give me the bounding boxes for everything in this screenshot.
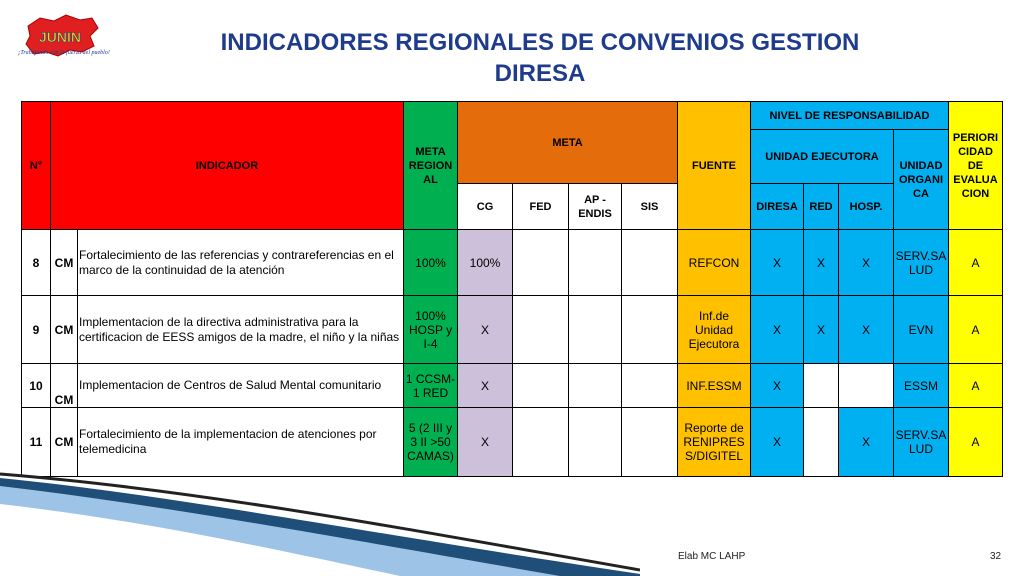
table-row	[22, 408, 1003, 477]
header-fuente: FUENTE	[678, 102, 751, 230]
header-unidad-ejecutora: UNIDAD EJECUTORA	[751, 130, 894, 184]
row-fuente: REFCON	[678, 230, 751, 296]
row-number: 9	[22, 296, 51, 364]
header-no: N°	[22, 102, 51, 230]
row-unidad-organica: SERV.SA LUD	[894, 408, 949, 477]
row-number: 11	[22, 408, 51, 477]
row-indicador: Implementacion de Centros de Salud Mental comunitario	[78, 364, 404, 408]
row-hosp: X	[839, 230, 894, 296]
row-cg: X	[458, 408, 513, 477]
row-sis	[622, 230, 678, 296]
header-red: RED	[804, 184, 839, 230]
row-type: CM	[51, 296, 78, 364]
indicators-table	[21, 101, 1003, 477]
header-periodicidad: PERIORI CIDAD DE EVALUA CION	[949, 102, 1003, 230]
row-fuente: INF.ESSM	[678, 364, 751, 408]
row-fuente: Inf.de Unidad Ejecutora	[678, 296, 751, 364]
row-diresa: X	[751, 408, 804, 477]
logo-tagline: ¡Trabajando con la fuerza del pueblo!	[18, 50, 110, 56]
table-row	[22, 364, 1003, 408]
header-meta: META	[458, 102, 678, 184]
row-unidad-organica: EVN	[894, 296, 949, 364]
row-meta-regional: 100% HOSP y I-4	[404, 296, 458, 364]
page-number: 32	[990, 551, 1002, 562]
row-red	[804, 364, 839, 408]
row-diresa: X	[751, 230, 804, 296]
row-cg: X	[458, 296, 513, 364]
row-fed	[513, 408, 569, 477]
row-number: 8	[22, 230, 51, 296]
header-indicador: INDICADOR	[51, 102, 404, 230]
row-type: CM	[51, 230, 78, 296]
header-hosp: HOSP.	[839, 184, 894, 230]
header-diresa: DIRESA	[751, 184, 804, 230]
row-periodicidad: A	[949, 230, 1003, 296]
title-line-1: INDICADORES REGIONALES DE CONVENIOS GESTION	[220, 29, 860, 56]
header-meta-regional: META REGION AL	[404, 102, 458, 230]
title-line-2: DIRESA	[494, 60, 586, 87]
row-sis	[622, 408, 678, 477]
row-periodicidad: A	[949, 296, 1003, 364]
header-cg: CG	[458, 184, 513, 230]
row-sis	[622, 364, 678, 408]
row-sis	[622, 296, 678, 364]
row-unidad-organica: SERV.SA LUD	[894, 230, 949, 296]
row-meta-regional: 1 CCSM-1 RED	[404, 364, 458, 408]
header-nivel-responsabilidad: NIVEL DE RESPONSABILIDAD	[751, 102, 949, 130]
header-sis: SIS	[622, 184, 678, 230]
row-ap-endis	[569, 296, 622, 364]
table-row	[22, 230, 1003, 296]
row-diresa: X	[751, 364, 804, 408]
row-fed	[513, 230, 569, 296]
row-hosp	[839, 364, 894, 408]
row-diresa: X	[751, 296, 804, 364]
row-indicador: Fortalecimiento de las referencias y contrareferencias en el marco de la continuidad de la atención	[78, 230, 404, 296]
row-fed	[513, 296, 569, 364]
header-fed: FED	[513, 184, 569, 230]
row-cg: 100%	[458, 230, 513, 296]
row-fuente: Reporte de RENIPRES S/DIGITEL	[678, 408, 751, 477]
footer-author: Elab MC LAHP	[678, 551, 746, 562]
header-ap-endis: AP - ENDIS	[569, 184, 622, 230]
row-ap-endis	[569, 364, 622, 408]
row-type: CM	[51, 408, 78, 477]
row-indicador: Fortalecimiento de la implementacion de atenciones por telemedicina	[78, 408, 404, 477]
row-indicador: Implementacion de la directiva administrativa para la certificacion de EESS amigos de la madre, el niño y la niñas	[78, 296, 404, 364]
row-red: X	[804, 230, 839, 296]
row-cg: X	[458, 364, 513, 408]
row-number: 10	[22, 364, 51, 408]
row-periodicidad: A	[949, 408, 1003, 477]
table-row	[22, 296, 1003, 364]
row-fed	[513, 364, 569, 408]
decorative-swoosh	[0, 470, 640, 576]
row-meta-regional: 100%	[404, 230, 458, 296]
logo-text: JUNIN	[38, 29, 82, 45]
row-periodicidad: A	[949, 364, 1003, 408]
row-ap-endis	[569, 408, 622, 477]
row-meta-regional: 5 (2 III y 3 II >50 CAMAS)	[404, 408, 458, 477]
row-ap-endis	[569, 230, 622, 296]
row-red: X	[804, 296, 839, 364]
row-hosp: X	[839, 296, 894, 364]
header-unidad-organica: UNIDAD ORGANI CA	[894, 130, 949, 230]
row-red	[804, 408, 839, 477]
row-type: CM	[51, 364, 78, 408]
page-title	[180, 27, 900, 89]
row-unidad-organica: ESSM	[894, 364, 949, 408]
row-hosp: X	[839, 408, 894, 477]
